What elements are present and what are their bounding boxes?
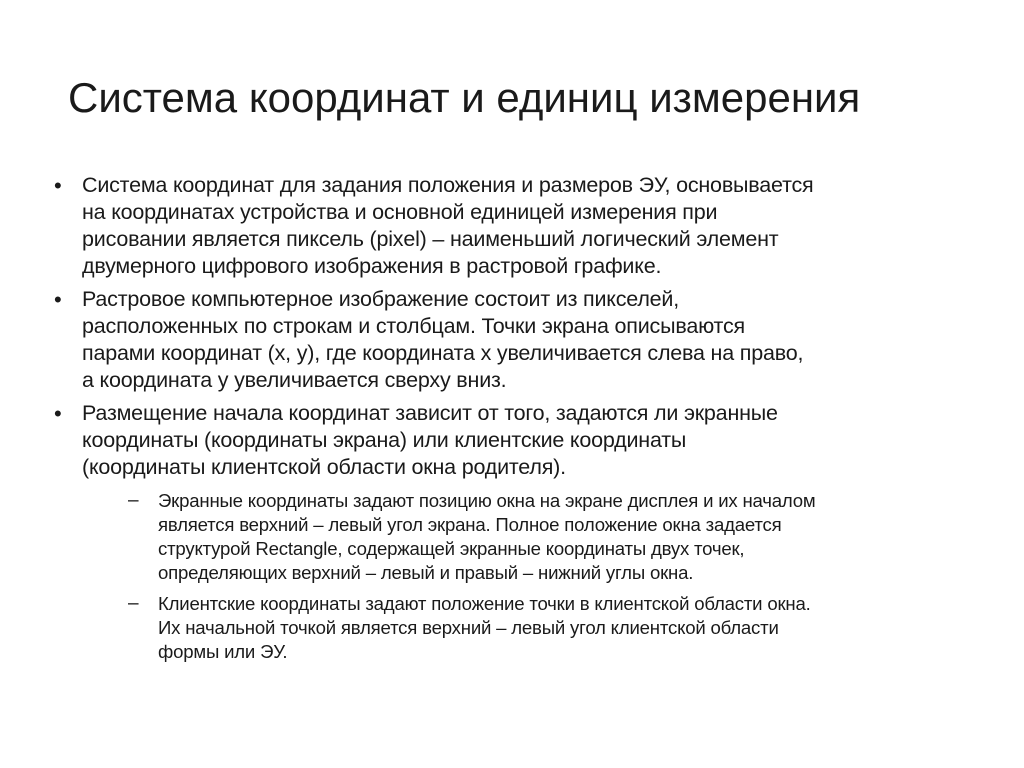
slide-content (50, 172, 990, 671)
bullet-item-raster (50, 286, 990, 394)
bullet-text: Растровое компьютерное изображение состоит из пикселей, расположенных по строкам и столбцам. Точки экрана описываются парами координат (x, y), где координата x увеличивается слева на право, а координата y увеличивается сверху вниз. (82, 287, 804, 392)
sub-item-text: Клиентские координаты задают положение точки в клиентской области окна. Их начальной точкой является верхний – левый угол клиентской области формы или ЭУ. (158, 593, 811, 662)
sub-bullet-list (82, 489, 990, 664)
sub-item-text: Экранные координаты задают позицию окна на экране дисплея и их началом является верхний – левый угол экрана. Полное положение окна задается структурой Rectangle, содержащей экранные координаты двух точек, определяющих верхний – левый и правый – нижний углы окна. (158, 490, 816, 583)
dash-icon: – (128, 593, 139, 614)
bullet-text: Система координат для задания положения и размеров ЭУ, основывается на координатах устройства и основной единицей измерения при рисовании является пиксель (pixel) – наименьший логический элемент двумерного цифрового изображения в растровой графике. (82, 173, 814, 278)
sub-item-screen-coordinates (82, 489, 990, 585)
bullet-dot-icon: • (54, 287, 62, 312)
bullet-dot-icon: • (54, 173, 62, 198)
bullet-text: Размещение начала координат зависит от того, задаются ли экранные координаты (координаты экрана) или клиентские координаты (координаты клиентской области окна родителя). (82, 401, 778, 479)
sub-item-client-coordinates (82, 592, 990, 664)
slide-title: Система координат и единиц измерения (68, 74, 861, 121)
bullet-list (50, 172, 990, 664)
bullet-item-origin (50, 400, 990, 664)
dash-icon: – (128, 490, 139, 511)
bullet-dot-icon: • (54, 401, 62, 426)
bullet-item-pixel (50, 172, 990, 280)
